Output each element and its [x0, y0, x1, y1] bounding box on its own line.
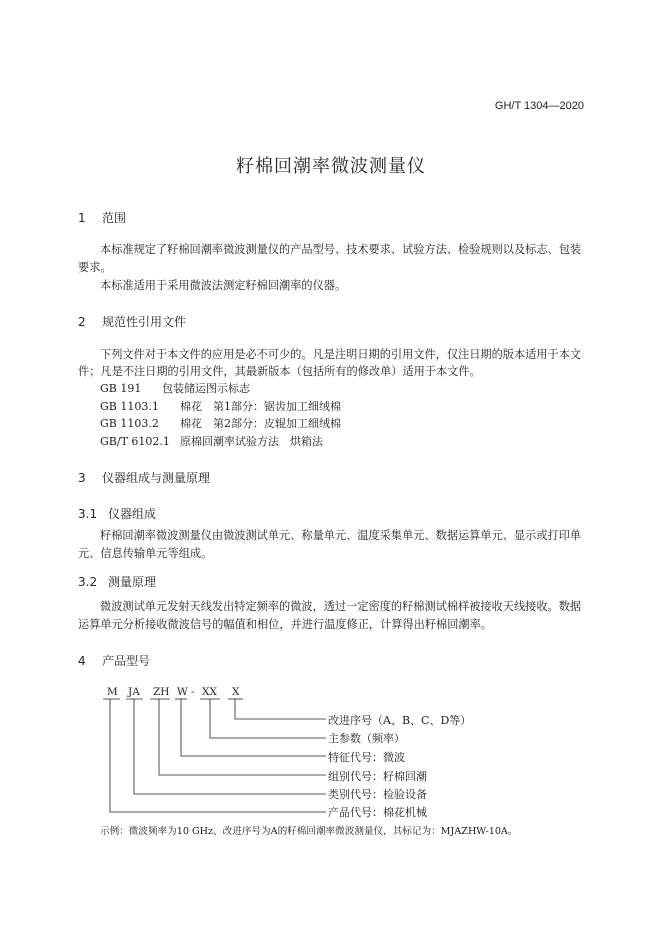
code-part-dash: -	[191, 686, 195, 698]
reference-code: GB 1103.1	[100, 400, 159, 413]
model-example: 示例：微波频率为10 GHz、改进序号为A的籽棉回潮率微波测量仪，其标记为：MJAZHW-10A。	[100, 826, 518, 837]
paragraph-line: 籽棉回潮率微波测量仪由微波测试单元、称量单元、温度采集单元、数据运算单元、显示或打印单	[100, 529, 582, 542]
section-number: 1	[78, 211, 86, 225]
reference-title: 棉花 第2部分：皮辊加工细绒棉	[180, 417, 341, 430]
model-label-main-parameter: 主参数（频率）	[328, 732, 405, 745]
paragraph-line: 元、信息传输单元等组成。	[78, 547, 213, 560]
section-number: 4	[78, 654, 86, 668]
model-label-improvement: 改进序号（A、B、C、D等）	[328, 714, 472, 727]
subsection-title: 仪器组成	[108, 507, 157, 521]
paragraph-line: 本标准规定了籽棉回潮率微波测量仪的产品型号、技术要求、试验方法、检验规则以及标志、包装	[100, 243, 582, 256]
code-part-main-parameter: XX	[202, 686, 217, 698]
code-part-improvement: X	[232, 686, 240, 698]
paragraph-line: 本标准适用于采用微波法测定籽棉回潮率的仪器。	[100, 279, 347, 292]
section-title: 规范性引用文件	[102, 315, 187, 329]
subsection-title: 测量原理	[108, 575, 157, 589]
section-title: 仪器组成与测量原理	[102, 471, 211, 485]
document-title: 籽棉回潮率微波测量仪	[236, 156, 426, 177]
model-label-feature: 特征代号：微波	[328, 751, 405, 764]
paragraph-line: 要求。	[78, 261, 112, 274]
code-part-feature: W	[177, 686, 188, 698]
paragraph-line: 微波测试单元发射天线发出特定频率的微波，透过一定密度的籽棉测试棉样被接收天线接收。数据	[100, 600, 582, 613]
reference-code: GB 191	[100, 382, 142, 395]
paragraph-line: 运算单元分析接收微波信号的幅值和相位，并进行温度修正，计算得出籽棉回潮率。	[78, 618, 492, 631]
paragraph-line: 下列文件对于本文件的应用是必不可少的。凡是注明日期的引用文件，仅注日期的版本适用于本文	[100, 348, 582, 361]
reference-title: 棉花 第1部分：锯齿加工细绒棉	[180, 400, 341, 413]
code-part-category: JA	[128, 686, 140, 698]
reference-code: GB 1103.2	[100, 417, 159, 430]
section-title: 范围	[102, 211, 127, 225]
model-label-group: 组别代号：籽棉回潮	[328, 770, 427, 783]
section-number: 2	[78, 315, 86, 329]
section-title: 产品型号	[102, 654, 151, 668]
subsection-number: 3.2	[78, 575, 98, 589]
code-part-group: ZH	[153, 686, 170, 698]
code-part-product: M	[107, 686, 118, 698]
reference-code: GB/T 6102.1	[100, 435, 170, 448]
reference-title: 包装储运图示标志	[162, 382, 250, 395]
model-label-category: 类别代号：检验设备	[328, 788, 427, 801]
standard-code: GH/T 1304—2020	[494, 100, 584, 112]
subsection-number: 3.1	[78, 507, 98, 521]
reference-title: 原棉回潮率试验方法 烘箱法	[180, 435, 323, 448]
model-label-product: 产品代号：棉花机械	[328, 806, 427, 819]
paragraph-line: 件；凡是不注日期的引用文件，其最新版本（包括所有的修改单）适用于本文件。	[78, 365, 481, 378]
section-number: 3	[78, 471, 86, 485]
